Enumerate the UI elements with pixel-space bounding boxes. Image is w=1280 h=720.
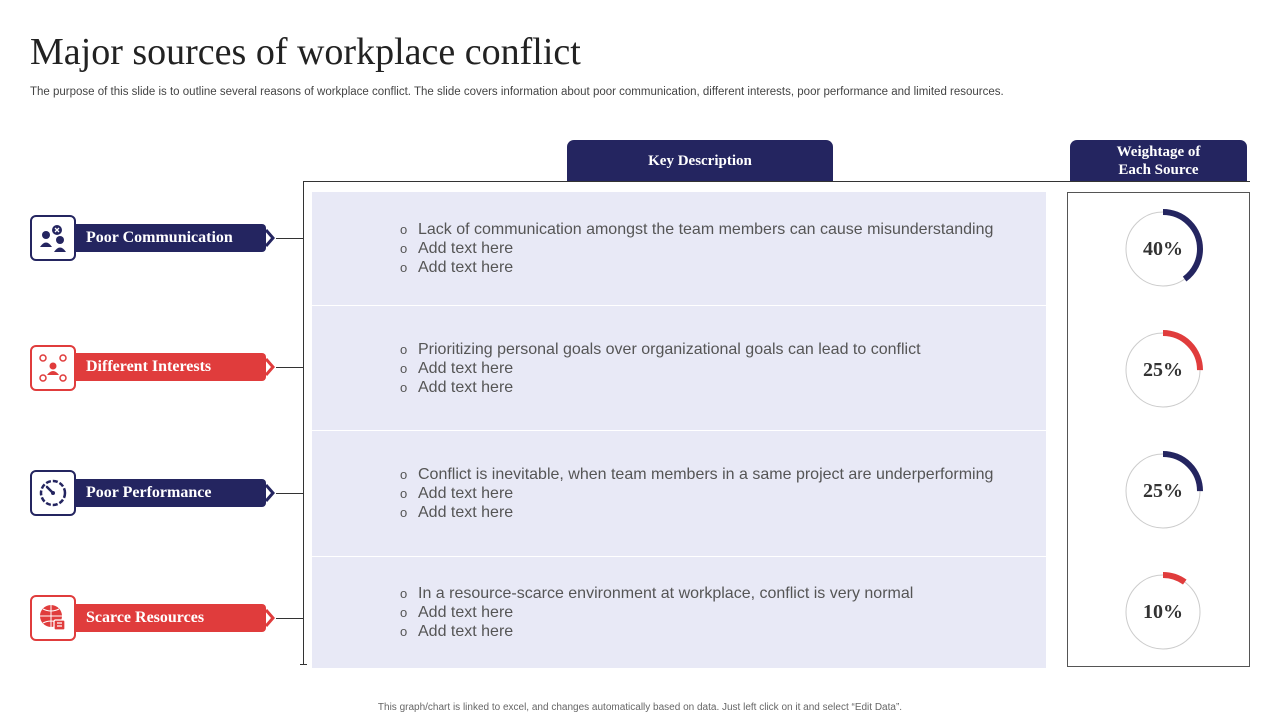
source-label-different-interests: Different Interests bbox=[76, 353, 266, 381]
page-title: Major sources of workplace conflict bbox=[30, 31, 581, 73]
page-subtitle: The purpose of this slide is to outline several reasons of workplace conflict. The slide covers information about poor communication, different interests, poor performance and limited resources. bbox=[30, 86, 1004, 98]
circle-bullet-icon: o bbox=[400, 379, 408, 395]
circle-bullet-icon: o bbox=[400, 360, 408, 376]
weight-percent: 25% bbox=[1143, 480, 1183, 502]
circle-bullet-icon: o bbox=[400, 486, 408, 501]
bullet-item: o Add text here bbox=[400, 623, 514, 640]
speedometer-icon bbox=[30, 470, 76, 516]
connector-line bbox=[276, 367, 303, 368]
bullet-item: o Add text here bbox=[400, 359, 514, 377]
circle-bullet-icon: o bbox=[400, 241, 408, 256]
chevron-right-icon bbox=[264, 228, 276, 248]
bullet-item: o In a resource-scarce environment at workplace, conflict is very normal bbox=[400, 585, 914, 602]
bullet-item: o Add text here bbox=[400, 604, 514, 621]
connector-line bbox=[276, 618, 303, 619]
bullet-item: o Add text here bbox=[400, 240, 514, 257]
weight-percent: 25% bbox=[1143, 359, 1183, 381]
description-row-interests bbox=[312, 306, 1046, 430]
description-row-resources bbox=[312, 557, 1046, 668]
network-people-icon bbox=[30, 345, 76, 391]
bullet-item: o Add text here bbox=[400, 378, 514, 396]
bullet-item: o Lack of communication amongst the team members can cause misunderstanding bbox=[400, 221, 994, 238]
key-description-header: Key Description bbox=[567, 140, 833, 181]
source-label-poor-performance: Poor Performance bbox=[76, 479, 266, 507]
circle-bullet-icon: o bbox=[400, 467, 408, 482]
circle-bullet-icon: o bbox=[400, 605, 408, 620]
source-label-scarce-resources: Scarce Resources bbox=[76, 604, 266, 632]
connector-line bbox=[276, 238, 303, 239]
bullet-item: o Prioritizing personal goals over organizational goals can lead to conflict bbox=[400, 340, 921, 358]
bullet-item: o Add text here bbox=[400, 504, 514, 521]
connector-spine bbox=[303, 181, 304, 665]
header-baseline bbox=[303, 181, 1250, 182]
connector-spine-foot bbox=[300, 664, 307, 665]
globe-resources-icon bbox=[30, 595, 76, 641]
circle-bullet-icon: o bbox=[400, 341, 408, 357]
circle-bullet-icon: o bbox=[400, 260, 408, 275]
circle-bullet-icon: o bbox=[400, 586, 408, 601]
weight-percent: 40% bbox=[1143, 238, 1183, 260]
chevron-right-icon bbox=[264, 357, 276, 377]
weightage-header: Weightage of Each Source bbox=[1070, 140, 1247, 181]
circle-bullet-icon: o bbox=[400, 505, 408, 520]
circle-bullet-icon: o bbox=[400, 222, 408, 237]
connector-line bbox=[276, 493, 303, 494]
bullet-item: o Add text here bbox=[400, 485, 514, 502]
source-label-poor-communication: Poor Communication bbox=[76, 224, 266, 252]
description-row-performance bbox=[312, 431, 1046, 556]
bullet-item: o Add text here bbox=[400, 259, 514, 276]
chevron-right-icon bbox=[264, 483, 276, 503]
chevron-right-icon bbox=[264, 608, 276, 628]
footer-note: This graph/chart is linked to excel, and changes automatically based on data. Just left click on it and select “Edit Data”. bbox=[377, 702, 903, 713]
communication-icon bbox=[30, 215, 76, 261]
bullet-item: o Conflict is inevitable, when team members in a same project are underperforming bbox=[400, 466, 994, 483]
description-row-communication bbox=[312, 192, 1046, 305]
weight-percent: 10% bbox=[1143, 601, 1183, 623]
circle-bullet-icon: o bbox=[400, 624, 408, 639]
